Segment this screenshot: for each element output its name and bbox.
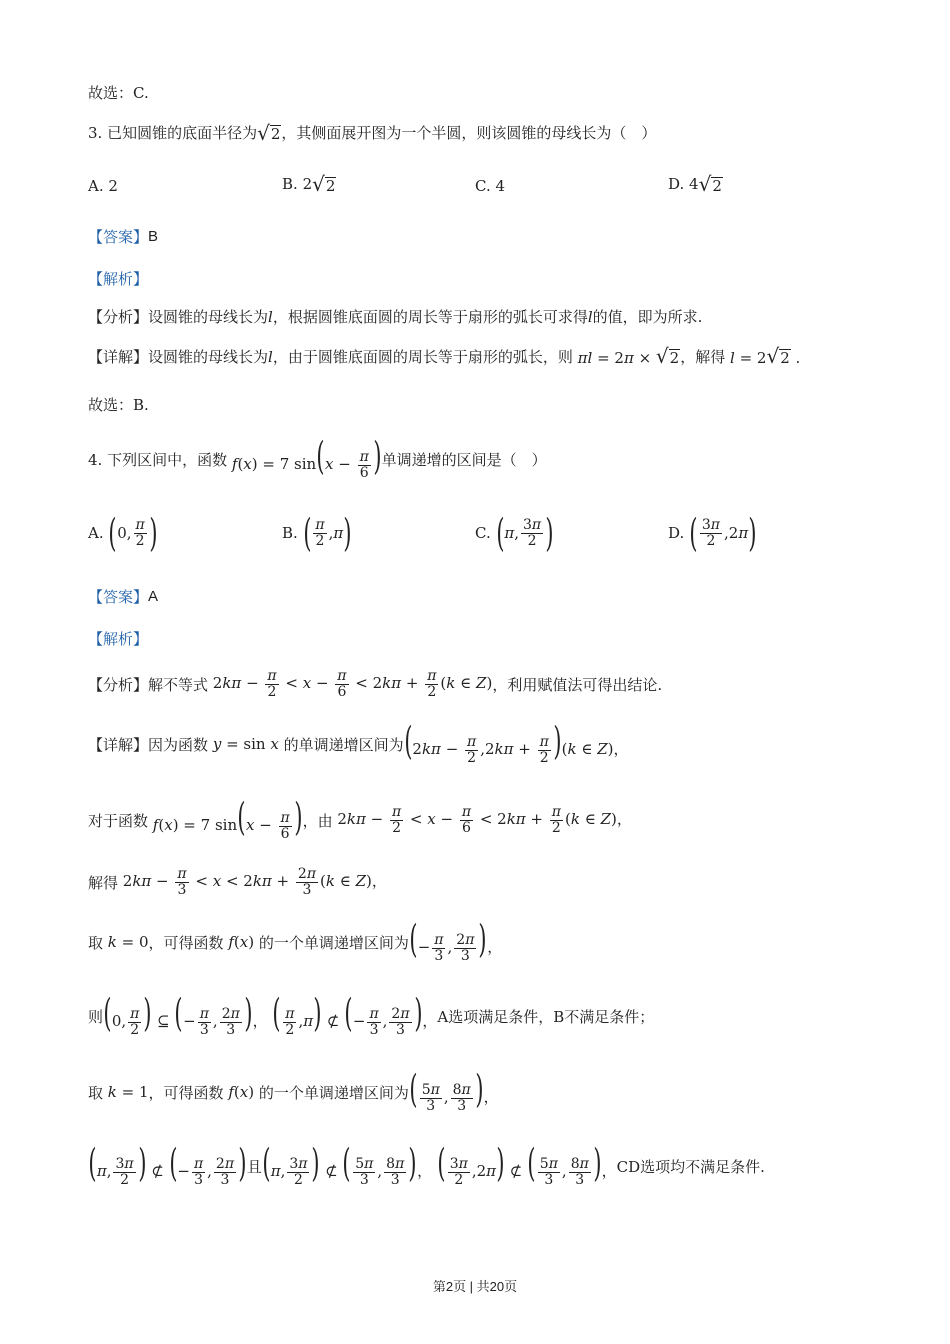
page-footer: 第2页 | 共20页: [432, 1279, 518, 1294]
q4-option-a: A. ( 0, $\frac{\pi}{2}$ ): [88, 511, 158, 555]
q4-stem: 4. 下列区间中，函数 f(x) = 7 sin(x − $\frac{\pi}{6}$ ) 单调递增的区间是（ ）: [88, 434, 547, 481]
q4-option-d: D. ( $\frac{3\pi}{2}$ ,2 π ): [668, 511, 757, 555]
math-sqrt2: √ 2: [257, 120, 281, 145]
q4-line-k1: 取 k = 1 ，可得函数 f(x) 的一个单调递增区间为 ( $\frac{5\pi}{3}$ , $\frac{8\pi}{3}$ )，: [88, 1067, 499, 1114]
q3-option-d: D. 4 √ 2: [668, 172, 722, 196]
q4-option-c: C. ( π , $\frac{3\pi}{2}$ ): [475, 511, 554, 555]
q3-xiangjie: 【详解】 设圆锥的母线长为 l ，由于圆锥底面圆的周长等于扇形的弧长，则 πl = 2π × √ 2 ，解得 l = 2 √ 2 .: [88, 344, 801, 368]
q3-option-b: B. 2 √ 2: [282, 172, 336, 196]
q4-analysis-tag: 【解析】: [88, 630, 149, 648]
q3-option-a: A. 2: [88, 177, 118, 195]
q4-xiangjie: 【详解】 因为函数 y = sin x 的单调递增区间为 (2kπ − $\frac{\pi}{2}$ ,2kπ + $\frac{\pi}{2}$ )(k ∈ Z)，: [88, 719, 629, 766]
q3-stem: 3. 已知圆锥的底面半径为 √ 2 ，其侧面展开图为一个半圆，则该圆锥的母线长为（ ）: [88, 120, 657, 145]
q4-line-last: (π, $\frac{3\pi}{2}$ ) ⊄ (− $\frac{\pi}{3}$ , $\frac{2\pi}{3}$ ) 且 (π, $\frac{3\pi}{2}$ ) ⊄ ( $\frac{5\pi}{3}$ , $\frac{8\pi}{3}$ )， ( $\frac{3\pi}{2}$ ,2π) ⊄ ( $\frac{5\pi}{3}$ , $\frac{8\pi}{3}$ )， CD选项均不满足条件.: [88, 1141, 765, 1188]
q4-answer: 【答案】 A: [88, 588, 159, 606]
q3-fenxi: 【分析】 设圆锥的母线长为 l ，根据圆锥底面圆的周长等于扇形的弧长可求得 l 的值，即为所求.: [88, 307, 703, 326]
q4-line-ze: 则 (0, $\frac{\pi}{2}$ ) ⊆ (− $\frac{\pi}{3}$ , $\frac{2\pi}{3}$ )， ( $\frac{\pi}{2}$ ,π) ⊄ (− $\frac{\pi}{3}$ , $\frac{2\pi}{3}$ )， A选项满足条件，B不满足条件；: [88, 991, 655, 1038]
q4-line-duiyu: 对于函数 f(x) = 7 sin(x − $\frac{\pi}{6}$ ) ，由 2kπ − $\frac{\pi}{2}$ < x − $\frac{\pi}{6}$ < 2kπ + $\frac{\pi}{2}$ (k ∈ Z)，: [88, 795, 632, 842]
q3-option-c: C. 4: [475, 177, 506, 195]
q3-analysis-tag: 【解析】: [88, 270, 149, 288]
q4-option-b: B. ( $\frac{\pi}{2}$ , π ): [282, 511, 352, 555]
intro-line: 故选：C.: [88, 84, 149, 102]
q4-line-k0: 取 k = 0 ，可得函数 f(x) 的一个单调递增区间为 (− $\frac{\pi}{3}$ , $\frac{2\pi}{3}$ )，: [88, 917, 503, 964]
q3-answer: 【答案】 B: [88, 228, 159, 246]
q4-line-jiede: 解得 2kπ − $\frac{\pi}{3}$ < x < 2kπ + $\frac{2\pi}{3}$ (k ∈ Z)，: [88, 865, 387, 898]
q3-conclusion: 故选：B.: [88, 396, 149, 414]
q4-fenxi: 【分析】 解不等式 2kπ − $\frac{\pi}{2}$ < x − $\frac{\pi}{6}$ < 2kπ + $\frac{\pi}{2}$ (k ∈ Z) ，利用赋值法可得出结论.: [88, 667, 663, 700]
